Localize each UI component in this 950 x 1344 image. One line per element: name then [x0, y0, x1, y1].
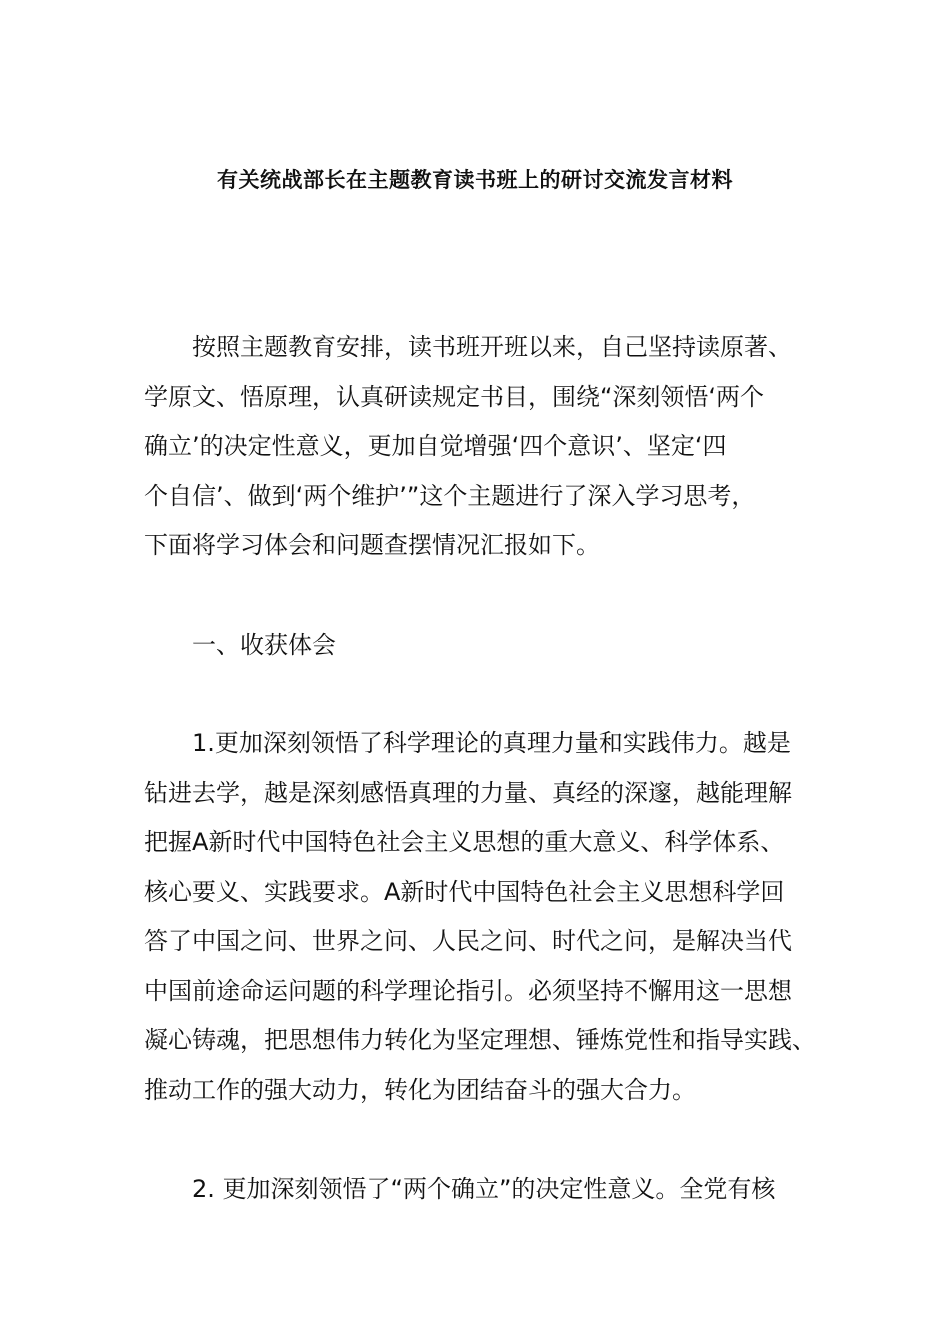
text-line: 凝心铸魂，把思想伟力转化为坚定理想、锤炼党性和指导实践、: [144, 1026, 816, 1054]
text-line: 中国前途命运问题的科学理论指引。必须坚持不懈用这一思想: [144, 976, 792, 1005]
text-line: 推动工作的强大动力，转化为团结奋斗的强大合力。: [144, 1075, 696, 1104]
intro-paragraph: [144, 323, 814, 571]
text-line: 1.更加深刻领悟了科学理论的真理力量和实践伟力。越是: [192, 729, 791, 757]
point-2-paragraph: [144, 1165, 814, 1215]
point-1-paragraph: [144, 719, 814, 1115]
text-line: 按照主题教育安排，读书班开班以来，自己坚持读原著、: [192, 333, 792, 361]
text-line: 个自信’、做到‘两个维护’”这个主题进行了深入学习思考，: [144, 481, 756, 510]
text-line: 把握A新时代中国特色社会主义思想的重大意义、科学体系、: [144, 828, 785, 856]
text-line: 下面将学习体会和问题查摆情况汇报如下。: [144, 531, 600, 559]
section-heading: [144, 621, 814, 671]
text-line: 学原文、悟原理，认真研读规定书目，围绕“深刻领悟‘两个: [144, 382, 765, 411]
text-line: 钻进去学，越是深刻感悟真理的力量、真经的深邃，越能理解: [144, 778, 792, 807]
text-line: 2. 更加深刻领悟了“两个确立”的决定性意义。全党有核: [192, 1175, 776, 1203]
document-title: 有关统战部长在主题教育读书班上的研讨交流发言材料: [217, 168, 733, 192]
text-line: 确立’的决定性意义，更加自觉增强‘四个意识’、坚定‘四: [144, 432, 727, 460]
text-line: 核心要义、实践要求。A新时代中国特色社会主义思想科学回: [144, 877, 785, 906]
text-line: 答了中国之问、世界之问、人民之问、时代之问，是解决当代: [144, 927, 792, 955]
section-heading-text: 一、收获体会: [192, 631, 336, 659]
